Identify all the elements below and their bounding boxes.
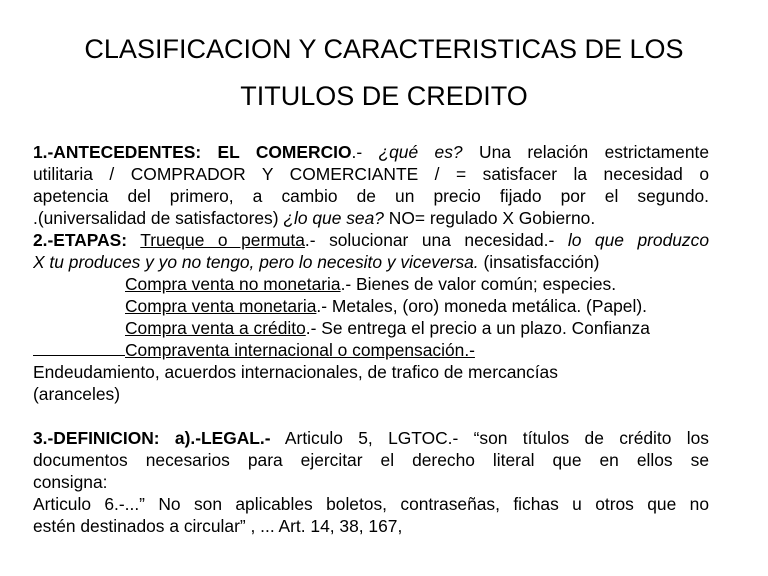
etapas-line-1: 2.-ETAPAS: Trueque o permuta.- solucionar una necesidad.- lo que produzco [33,230,709,250]
slide-title-line-2: TITULOS DE CREDITO [240,81,528,111]
question-que-es: ¿qué es? [378,142,463,162]
definicion-line-4: Articulo 6.-...” No son aplicables boletos, contraseñas, fichas u otros que no [33,494,709,514]
definicion-line-1: 3.-DEFINICION: a).-LEGAL.- Articulo 5, LGTOC.- “son títulos de crédito los [33,428,709,448]
etapas-heading: 2.-ETAPAS: [33,230,128,250]
definicion-line-3: consigna: [33,472,108,492]
etapa-term: Compraventa internacional o compensación.- [125,340,475,360]
etapa-item: Compra venta no monetaria.- Bienes de valor común; especies. [125,274,617,294]
term-trueque: Trueque o permuta [140,230,305,250]
underline-rule [33,340,125,356]
etapa-term: Compra venta monetaria [125,296,317,316]
etapas-line-2: X tu produces y yo no tengo, pero lo necesito y viceversa. (insatisfacción) [33,252,600,272]
etapa-item: Compra venta a crédito.- Se entrega el precio a un plazo. Confianza [125,318,650,338]
etapas-line-7: Endeudamiento, acuerdos internacionales, de trafico de mercancías [33,362,558,382]
definicion-line-5: estén destinados a circular” , ... Art. 14, 38, 167, [33,516,403,536]
etapas-line-8: (aranceles) [33,384,120,404]
definicion-line-2: documentos necesarios para ejercitar el derecho literal que en ellos se [33,450,709,470]
etapa-item: Compra venta monetaria.- Metales, (oro) moneda metálica. (Papel). [125,296,647,316]
definicion-heading: 3.-DEFINICION: a).-LEGAL.- [33,428,271,448]
etapa-term: Compra venta a crédito [125,318,306,338]
antecedentes-line-1: 1.-ANTECEDENTES: EL COMERCIO.- ¿qué es? Una relación estrictamente [33,142,709,162]
antecedentes-heading: 1.-ANTECEDENTES: EL COMERCIO [33,142,352,162]
slide-title-line-1: CLASIFICACION Y CARACTERISTICAS DE LOS [84,34,684,64]
question-lo-que-sea: ¿lo que sea? [283,208,384,228]
etapa-term: Compra venta no monetaria [125,274,341,294]
antecedentes-line-3: apetencia del primero, a cambio de un precio fijado por el segundo. [33,186,709,206]
antecedentes-line-2: utilitaria / COMPRADOR Y COMERCIANTE / = satisfacer la necesidad o [33,164,709,184]
etapa-item [33,339,709,361]
antecedentes-line-4: .(universalidad de satisfactores) ¿lo que sea? NO= regulado X Gobierno. [33,208,596,228]
